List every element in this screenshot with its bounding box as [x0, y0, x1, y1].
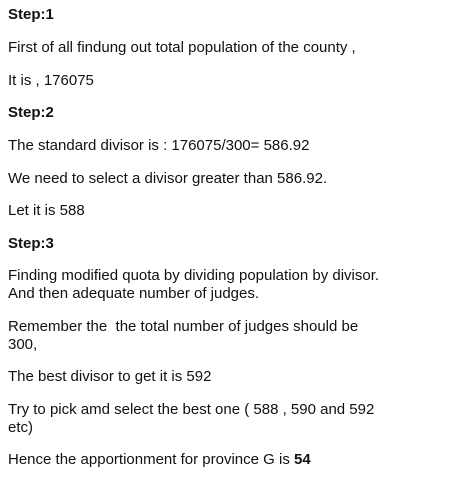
step3-para1-line1: Finding modified quota by dividing population by divisor.: [8, 267, 380, 284]
step2-text-line3: Let it is 588: [8, 202, 85, 219]
step3-para2-line2: 300,: [8, 336, 38, 353]
step3-para1-line2: And then adequate number of judges.: [8, 285, 260, 302]
step3-para4-line1: Try to pick amd select the best one ( 588 , 590 and 592: [8, 401, 375, 418]
step3-para4-line2: etc): [8, 419, 34, 436]
final-answer-value: 54: [293, 451, 311, 468]
step1-text-line2: It is , 176075: [8, 72, 94, 89]
step2-text-line2: We need to select a divisor greater than 586.92.: [8, 170, 328, 187]
step3-heading: Step:3: [8, 235, 54, 252]
final-answer-prefix: Hence the apportionment for province G is: [8, 451, 294, 468]
step2-text-line1: The standard divisor is : 176075/300= 586.92: [8, 137, 310, 154]
step1-heading: Step:1: [8, 6, 54, 23]
step2-heading: Step:2: [8, 104, 54, 121]
step1-text-line1: First of all findung out total population of the county ,: [8, 39, 356, 56]
step3-para2-line1: Remember the the total number of judges should be: [8, 318, 359, 335]
step3-para3: The best divisor to get it is 592: [8, 368, 212, 385]
final-answer: [8, 451, 311, 469]
